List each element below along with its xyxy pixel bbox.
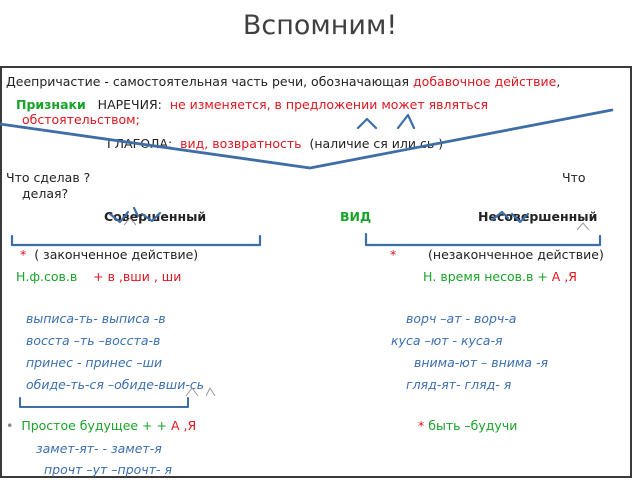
imperfect-example-1: ворч –ат - ворч-а bbox=[406, 311, 517, 326]
exception-star: * bbox=[418, 418, 425, 433]
imperfect-star: * bbox=[390, 247, 397, 262]
aspect-perfect: Совершенный bbox=[104, 209, 207, 224]
perfect-meaning-line bbox=[20, 247, 198, 262]
adverb-text-line1: не изменяется, в предложении может являться bbox=[169, 97, 489, 112]
imperfect-example-3: внима-ют – внима -я bbox=[414, 355, 549, 370]
perfect-example-3: принес - принес –ши bbox=[26, 355, 163, 370]
adverb-label: НАРЕЧИЯ: bbox=[97, 97, 162, 112]
perfect-example-1: выписа-ть- выписа -в bbox=[26, 311, 166, 326]
question-right-line1: Что bbox=[562, 170, 586, 185]
aspect-label: ВИД bbox=[340, 209, 372, 224]
perfect-example-4: обиде-ть-ся –обиде-вши-сь bbox=[26, 377, 205, 392]
perfect-rule-line bbox=[16, 269, 181, 284]
verb-text: вид, возвратность bbox=[180, 136, 302, 151]
exception-text: быть –будучи bbox=[428, 418, 518, 433]
imperfect-meaning: (незаконченное действие) bbox=[428, 247, 604, 262]
aspect-imperfect: Несовершенный bbox=[478, 209, 598, 224]
verb-label: ГЛАГОЛА: bbox=[107, 136, 173, 151]
future-suffix: А ,Я bbox=[170, 418, 197, 433]
definition-tail: , bbox=[556, 74, 561, 89]
question-left: Что сделав ? bbox=[6, 170, 91, 185]
definition-lead: Деепричастие - самостоятельная часть речи, обозначающая bbox=[6, 74, 414, 89]
imperfect-rule-suffix: А ,Я bbox=[551, 269, 577, 284]
perfect-rule-base: Н.ф.сов.в bbox=[16, 269, 78, 284]
future-text: Простое будущее + + bbox=[21, 418, 167, 433]
features-adverb-line bbox=[16, 97, 488, 112]
imperfect-example-2: куса –ют - куса-я bbox=[391, 333, 503, 348]
future-bullet-line bbox=[6, 418, 196, 433]
definition-line bbox=[6, 74, 560, 89]
perfect-meaning: ( законченное действие) bbox=[34, 247, 199, 262]
perfect-star: * bbox=[20, 247, 27, 262]
imperfect-rule-base: Н. время несов.в + bbox=[423, 269, 548, 284]
features-label: Признаки bbox=[16, 97, 86, 112]
imperfect-example-4: гляд-ят- гляд- я bbox=[406, 377, 512, 392]
slide-title: Вспомним! bbox=[242, 10, 398, 41]
bullet-mark: • bbox=[6, 418, 14, 433]
perfect-rule-suffix: + в ,вши , ши bbox=[93, 269, 182, 284]
definition-highlight: добавочное действие bbox=[413, 74, 557, 89]
perfect-example-2: восста –ть –восста-в bbox=[26, 333, 161, 348]
features-verb-line bbox=[107, 136, 443, 151]
question-right-line2: делая? bbox=[22, 186, 69, 201]
verb-note: (наличие ся или сь ) bbox=[309, 136, 444, 151]
exception-line bbox=[418, 418, 517, 433]
future-example-2: прочт –ут –прочт- я bbox=[44, 462, 172, 477]
imperfect-rule-line bbox=[423, 269, 577, 284]
imperfect-meaning-line bbox=[390, 247, 604, 262]
adverb-text-line2: обстоятельством; bbox=[22, 112, 140, 127]
future-example-1: замет-ят- - замет-я bbox=[36, 441, 162, 456]
